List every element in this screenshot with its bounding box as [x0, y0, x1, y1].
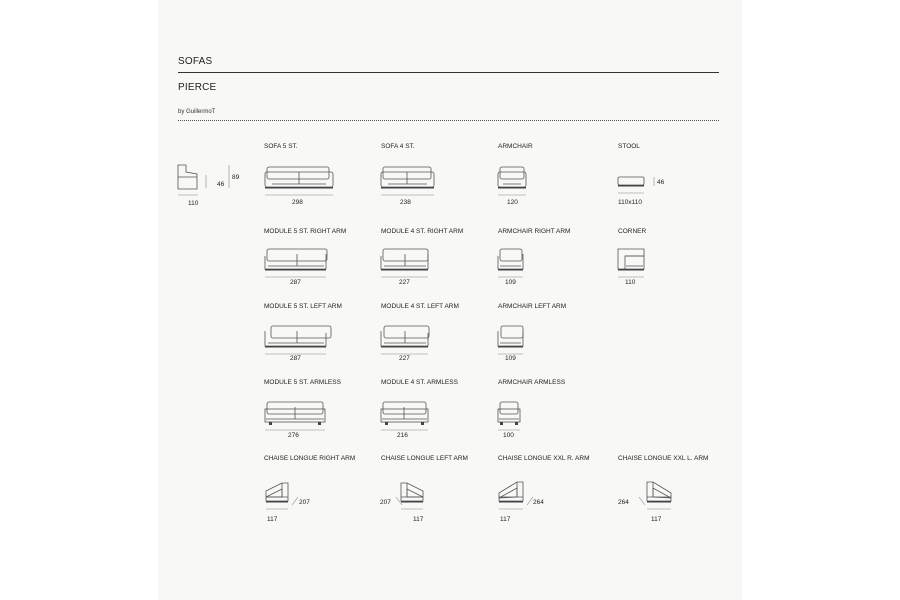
- item-label: MODULE 5 ST. RIGHT ARM: [264, 228, 347, 235]
- item-label: MODULE 4 ST. RIGHT ARM: [381, 228, 464, 235]
- item-dim: 227: [399, 355, 410, 362]
- dotted-divider: [178, 120, 719, 121]
- armchair-armless-drawing: [497, 399, 529, 431]
- armchair-drawing: [497, 164, 529, 196]
- chaise-longue-xxl-left-arm-drawing: [637, 479, 677, 515]
- item-dim: 109: [505, 355, 516, 362]
- item-dim: 238: [400, 199, 411, 206]
- item-label: MODULE 5 ST. ARMLESS: [264, 379, 341, 386]
- item-label: MODULE 5 ST. LEFT ARM: [264, 303, 342, 310]
- item-dim: 216: [397, 432, 408, 439]
- side-view-seat-height: 46: [217, 181, 225, 188]
- module-5-armless-drawing: [264, 399, 334, 431]
- item-depth: 207: [299, 499, 310, 506]
- item-dim: 276: [288, 432, 299, 439]
- item-label: CHAISE LONGUE XXL R. ARM: [498, 455, 590, 462]
- item-label: CORNER: [618, 228, 647, 235]
- item-dim: 110x110: [618, 199, 642, 206]
- designer-credit: by GuillermoT: [178, 109, 216, 115]
- armchair-right-arm-drawing: [497, 246, 529, 278]
- item-dim: 117: [267, 516, 278, 523]
- item-label: ARMCHAIR RIGHT ARM: [498, 228, 571, 235]
- corner-drawing: [617, 246, 649, 278]
- side-view-drawing: [170, 163, 240, 199]
- item-label: CHAISE LONGUE RIGHT ARM: [264, 455, 356, 462]
- item-label: MODULE 4 ST. ARMLESS: [381, 379, 458, 386]
- module-5-left-arm-drawing: [264, 323, 334, 355]
- item-dim: 287: [290, 279, 301, 286]
- item-label: STOOL: [618, 143, 640, 150]
- item-dim: 109: [505, 279, 516, 286]
- side-view-height: 89: [232, 174, 240, 181]
- item-label: CHAISE LONGUE LEFT ARM: [381, 455, 468, 462]
- item-dim: 298: [292, 199, 303, 206]
- chaise-longue-xxl-right-arm-drawing: [495, 479, 545, 515]
- item-label: CHAISE LONGUE XXL L. ARM: [618, 455, 709, 462]
- item-dim: 117: [651, 516, 662, 523]
- chaise-longue-left-arm-drawing: [393, 479, 429, 515]
- item-label: SOFA 4 ST.: [381, 143, 415, 150]
- module-4-armless-drawing: [380, 399, 436, 431]
- module-4-right-arm-drawing: [380, 246, 436, 278]
- item-dim: 287: [290, 355, 301, 362]
- item-depth: 264: [533, 499, 544, 506]
- chaise-longue-right-arm-drawing: [262, 479, 312, 515]
- sofa-5-drawing: [264, 164, 334, 196]
- header-divider: [178, 72, 719, 73]
- item-dim: 100: [503, 432, 514, 439]
- item-dim: 117: [500, 516, 511, 523]
- item-label: SOFA 5 ST.: [264, 143, 298, 150]
- stool-height: 46: [657, 179, 665, 186]
- module-4-left-arm-drawing: [380, 323, 436, 355]
- sofa-4-drawing: [380, 164, 436, 196]
- item-label: ARMCHAIR ARMLESS: [498, 379, 566, 386]
- item-label: ARMCHAIR LEFT ARM: [498, 303, 567, 310]
- item-dim: 120: [507, 199, 518, 206]
- item-dim: 117: [413, 516, 424, 523]
- side-view-width: 110: [188, 200, 199, 207]
- item-dim: 110: [625, 279, 636, 286]
- item-dim: 227: [399, 279, 410, 286]
- item-depth: 264: [618, 499, 629, 506]
- armchair-left-arm-drawing: [497, 323, 529, 355]
- item-label: MODULE 4 ST. LEFT ARM: [381, 303, 459, 310]
- category-title: SOFAS: [178, 56, 213, 67]
- item-label: ARMCHAIR: [498, 143, 533, 150]
- collection-title: PIERCE: [178, 82, 217, 93]
- item-depth: 207: [380, 499, 391, 506]
- module-5-right-arm-drawing: [264, 246, 334, 278]
